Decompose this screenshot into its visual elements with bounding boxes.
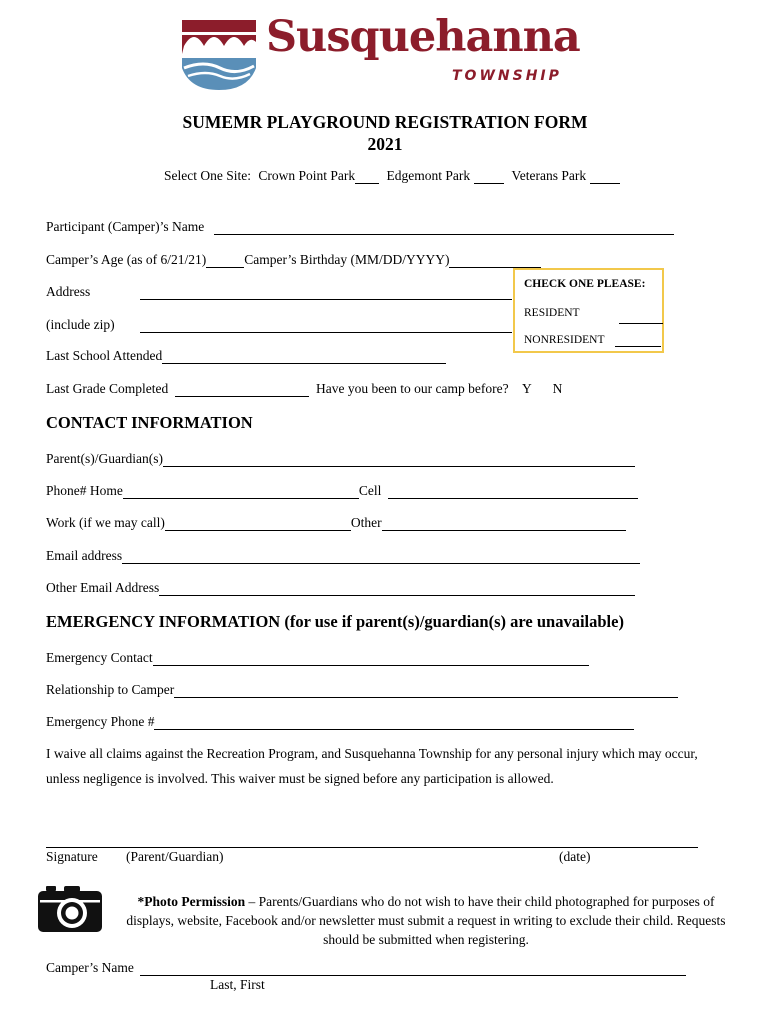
work-row [46,515,626,531]
camper-name-input[interactable] [140,961,686,976]
camper-name-row [46,960,686,976]
emergency-phone-row [46,714,634,730]
signature-line[interactable] [46,846,698,848]
emergency-phone-input[interactable] [154,715,634,730]
birthday-input[interactable] [449,253,541,268]
relationship-input[interactable] [174,683,678,698]
site-crown-point: Crown Point Park [258,168,356,183]
resident-label: RESIDENT [524,307,580,319]
emergency-contact-label: Emergency Contact [46,650,153,665]
relationship-label: Relationship to Camper [46,682,175,697]
age-birthday-row [46,252,541,268]
camera-icon [38,886,102,932]
emergency-contact-row [46,650,589,666]
camper-name-label: Camper’s Name [46,960,134,975]
waiver-text: I waive all claims against the Recreation Program, and Susquehanna Township for any personal injury which may occur, unless negligence is involved. This waiver must be signed before any participation is allowed. [46,746,698,786]
resident-checkbox-line[interactable] [619,313,663,324]
site-crown-point-input[interactable] [355,169,379,184]
form-title: SUMEMR PLAYGROUND REGISTRATION FORM [182,112,588,132]
address-zip-input[interactable] [140,318,512,333]
photo-permission-title: *Photo Permission [137,894,246,909]
email-label: Email address [46,548,123,563]
camp-before-no[interactable]: N [552,381,563,396]
guardian-input[interactable] [163,452,635,467]
phone-row [46,483,638,499]
phone-home-label: Phone# Home [46,483,123,498]
participant-name-row [46,219,674,235]
township-logo [180,12,600,90]
email-input[interactable] [122,549,640,564]
address-input[interactable] [140,285,512,300]
work-label: Work (if we may call) [46,515,165,530]
email-row [46,548,640,564]
form-year: 2021 [367,134,403,154]
site-edgemont: Edgemont Park [386,168,471,183]
other-email-label: Other Email Address [46,580,160,595]
last-first-hint: Last, First [210,977,265,992]
cell-label: Cell [358,483,382,498]
school-input[interactable] [162,349,446,364]
grade-row [46,381,562,397]
contact-heading: CONTACT INFORMATION [46,413,253,432]
logo-name: Susquehanna [266,12,580,62]
camp-before-label: Have you been to our camp before? [315,381,509,396]
school-label: Last School Attended [46,348,163,363]
site-veterans-input[interactable] [590,169,620,184]
guardian-label: Parent(s)/Guardian(s) [46,451,163,466]
logo-emblem-icon [180,16,258,90]
emergency-phone-label: Emergency Phone # [46,714,155,729]
participant-name-label: Participant (Camper)’s Name [46,219,205,234]
site-veterans: Veterans Park [511,168,587,183]
age-input[interactable] [206,253,244,268]
other-email-input[interactable] [159,581,635,596]
nonresident-label: NONRESIDENT [524,334,605,346]
other-email-row [46,580,635,596]
grade-input[interactable] [175,382,309,397]
photo-permission-text: – Parents/Guardians who do not wish to have their child photographed for purposes of displays, website, Facebook and/or newsletter must submit a request in writing to exclude their child. Requests should be submitted when registering. [126,894,726,947]
signature-label: Signature [46,849,98,864]
guardian-row [46,451,635,467]
participant-name-input[interactable] [214,220,674,235]
signature-parent-label: (Parent/Guardian) [126,849,224,864]
birthday-label: Camper’s Birthday (MM/DD/YYYY) [244,252,450,267]
emergency-contact-input[interactable] [153,651,589,666]
residency-box [513,268,664,353]
cell-input[interactable] [388,484,638,499]
nonresident-checkbox-line[interactable] [615,336,661,347]
other-phone-input[interactable] [382,516,626,531]
grade-label: Last Grade Completed [46,381,169,396]
residency-title: CHECK ONE PLEASE: [524,278,646,290]
age-label: Camper’s Age (as of 6/21/21) [46,252,207,267]
site-label: Select One Site: [164,168,251,183]
school-row [46,348,446,364]
logo-subtitle: TOWNSHIP [452,68,562,84]
camp-before-yes[interactable]: Y [522,381,532,396]
address-label: Address [46,284,91,299]
photo-permission [126,892,726,949]
signature-date-label: (date) [559,849,591,864]
work-input[interactable] [165,516,351,531]
emergency-heading: EMERGENCY INFORMATION (for use if parent(s)/guardian(s) are unavailable) [46,612,624,631]
site-selection [164,168,620,184]
relationship-row [46,682,678,698]
phone-home-input[interactable] [123,484,359,499]
site-edgemont-input[interactable] [474,169,504,184]
other-phone-label: Other [350,515,382,530]
zip-label: (include zip) [46,317,115,332]
